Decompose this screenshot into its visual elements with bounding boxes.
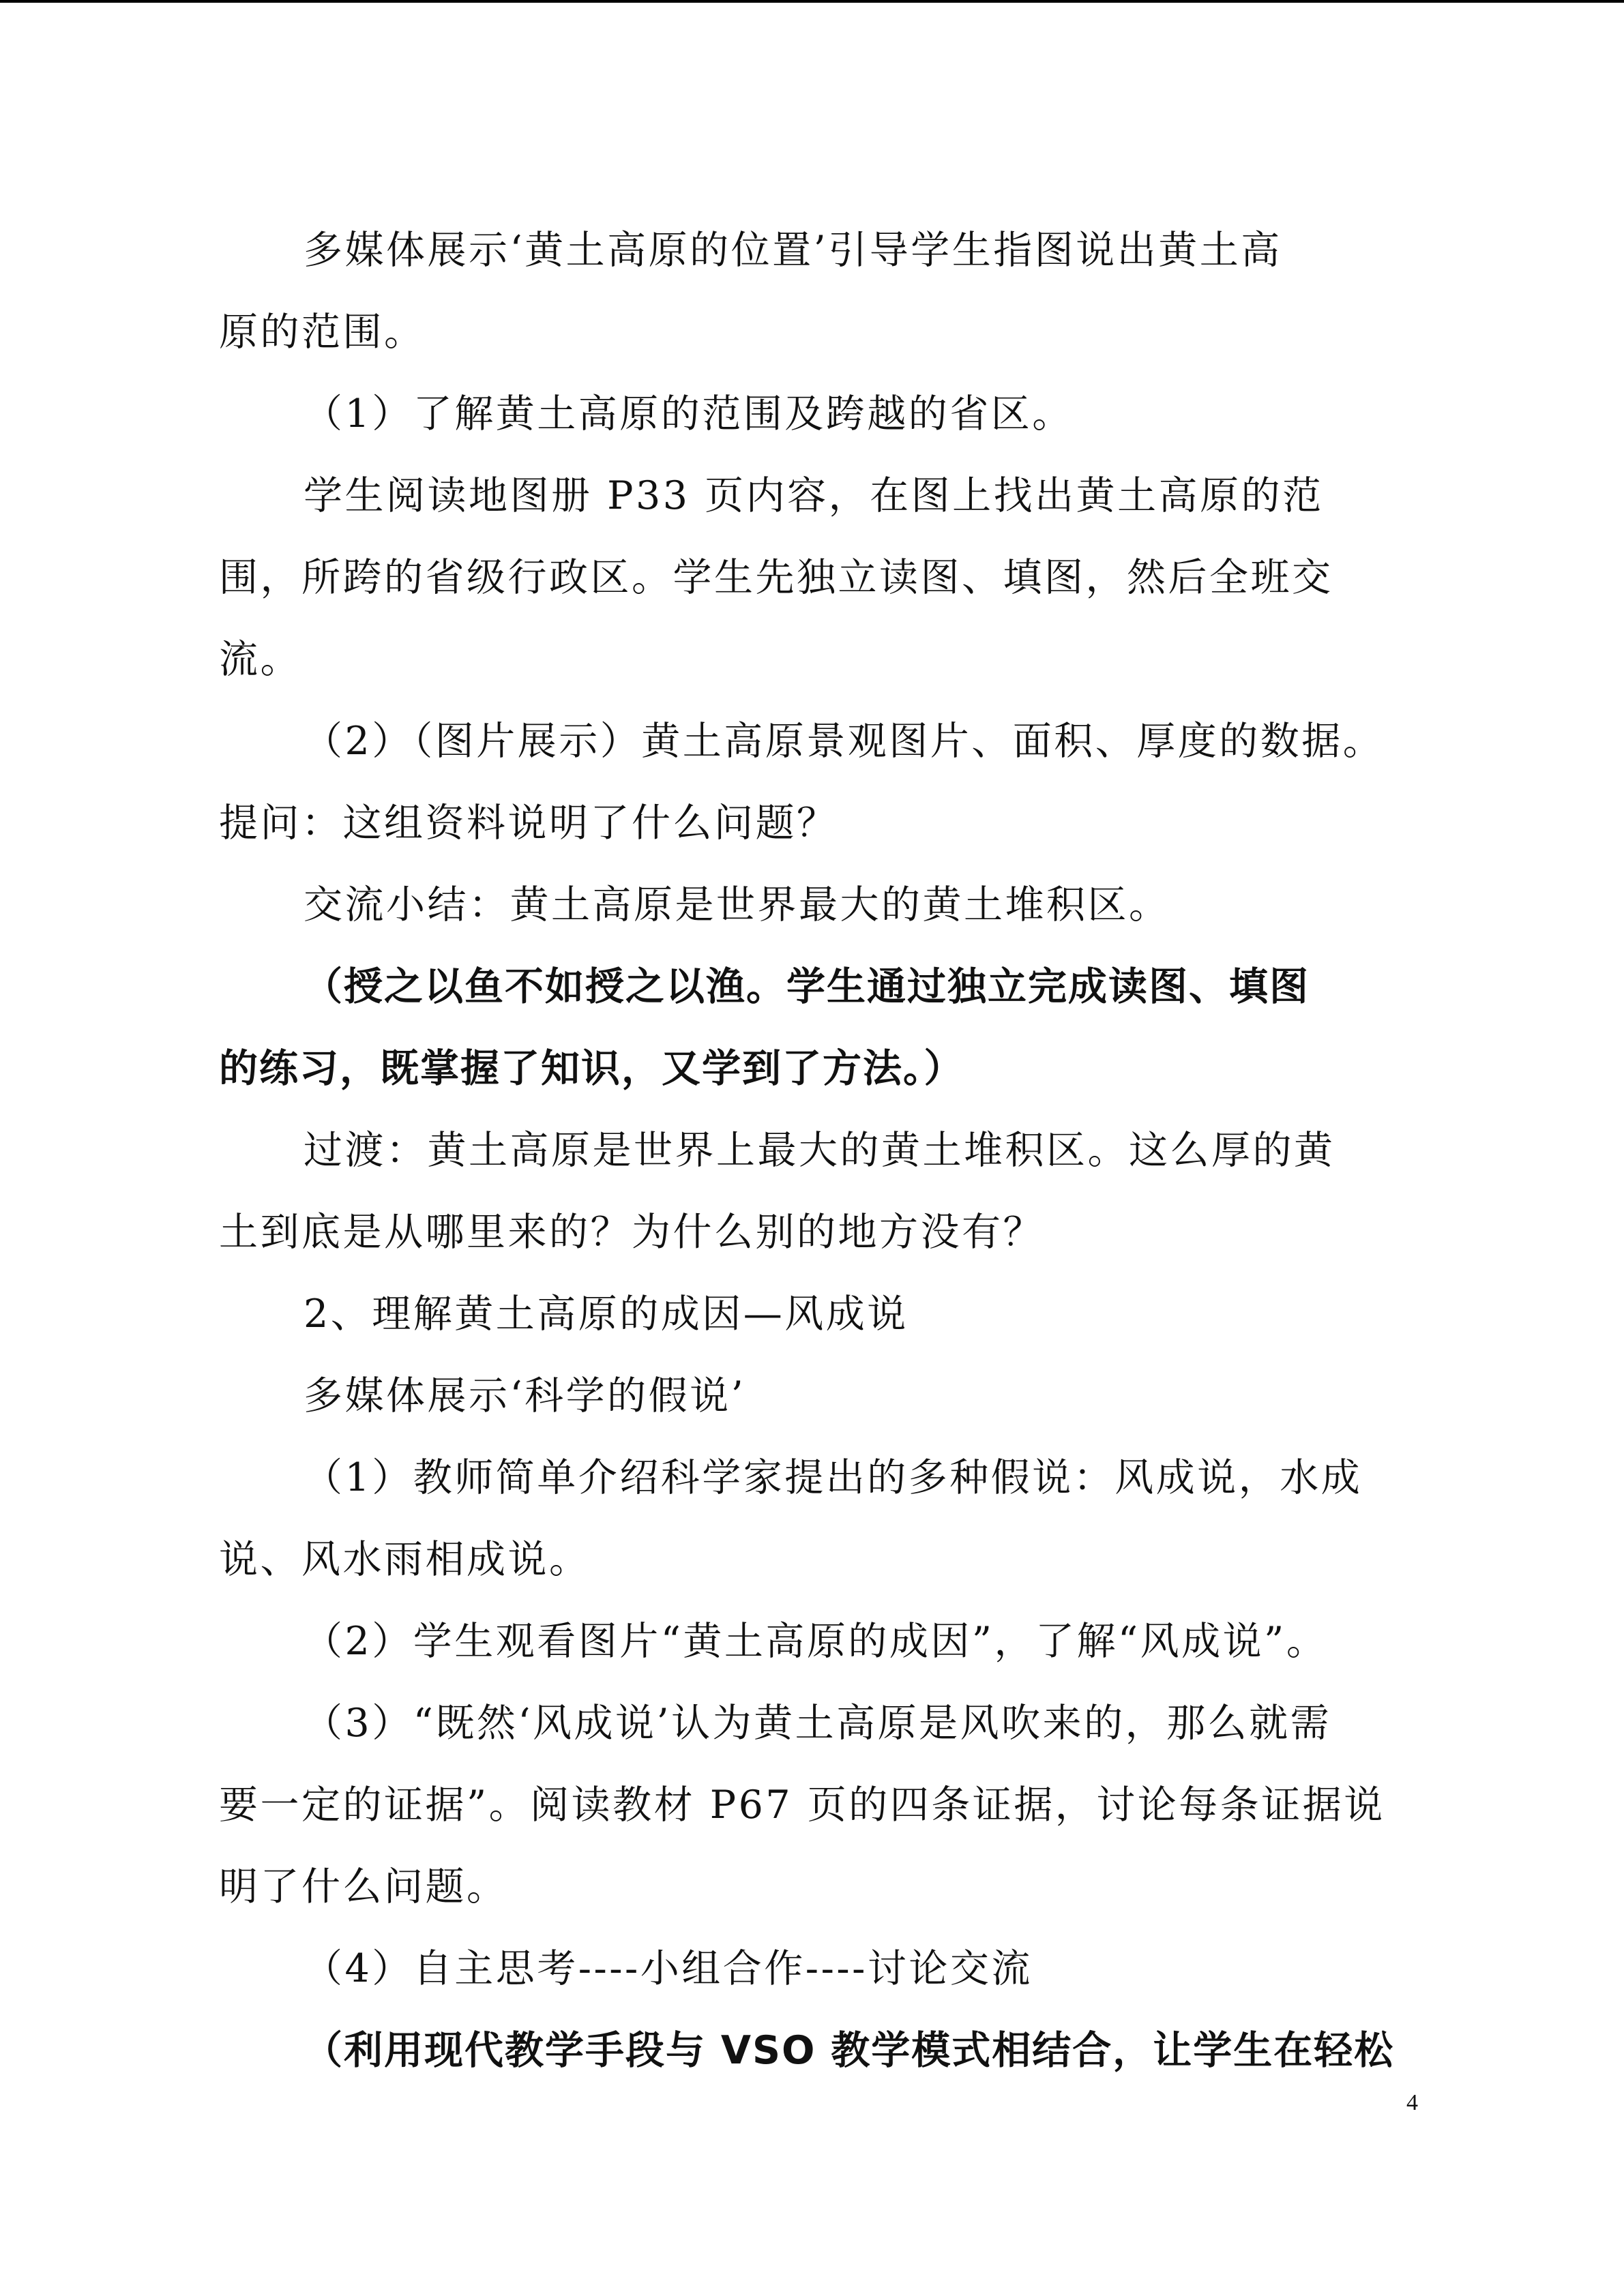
paragraph-line-5: 围，所跨的省级行政区。学生先独立读图、填图，然后全班交 — [219, 555, 1333, 600]
paragraph-line-8: 提问：这组资料说明了什么问题？ — [219, 801, 838, 846]
paragraph-line-15: 多媒体展示‘科学的假说’ — [304, 1373, 746, 1418]
paragraph-line-12: 过渡：黄土高原是世界上最大的黄土堆积区。这么厚的黄 — [304, 1128, 1335, 1173]
paragraph-line-2: 原的范围。 — [219, 310, 426, 355]
paragraph-line-19: （3）“既然‘风成说’认为黄土高原是风吹来的，那么就需 — [304, 1701, 1332, 1746]
bold-note-line-3: （利用现代教学手段与 VSO 教学模式相结合，让学生在轻松 — [304, 2028, 1395, 2073]
page-number: 4 — [1406, 2090, 1418, 2115]
paragraph-line-18: （2）学生观看图片“黄土高原的成因”，了解“风成说”。 — [304, 1619, 1328, 1664]
paragraph-line-20: 要一定的证据”。阅读教材 P67 页的四条证据，讨论每条证据说 — [219, 1783, 1385, 1828]
paragraph-line-7: （2）（图片展示）黄土高原景观图片、面积、厚度的数据。 — [304, 719, 1385, 764]
paragraph-line-21: 明了什么问题。 — [219, 1864, 508, 1909]
paragraph-line-9: 交流小结：黄土高原是世界最大的黄土堆积区。 — [304, 882, 1170, 927]
bold-note-line-2: 的练习，既掌握了知识，又学到了方法。） — [219, 1046, 964, 1091]
paragraph-line-3: （1）了解黄土高原的范围及跨越的省区。 — [304, 391, 1074, 436]
paragraph-line-1: 多媒体展示‘黄土高原的位置’引导学生指图说出黄土高 — [304, 228, 1282, 273]
paragraph-line-4: 学生阅读地图册 P33 页内容，在图上找出黄土高原的范 — [304, 473, 1324, 518]
bold-note-line-1: （授之以鱼不如授之以渔。学生通过独立完成读图、填图 — [304, 964, 1310, 1009]
paragraph-line-16: （1）教师简单介绍科学家提出的多种假说：风成说，水成 — [304, 1455, 1363, 1500]
paragraph-line-6: 流。 — [219, 637, 301, 682]
paragraph-line-13: 土到底是从哪里来的？为什么别的地方没有？ — [219, 1210, 1044, 1255]
section-heading: 2、理解黄土高原的成因—风成说 — [304, 1292, 909, 1337]
paragraph-line-17: 说、风水雨相成说。 — [219, 1537, 591, 1582]
paragraph-line-22: （4）自主思考----小组合作----讨论交流 — [304, 1946, 1033, 1991]
